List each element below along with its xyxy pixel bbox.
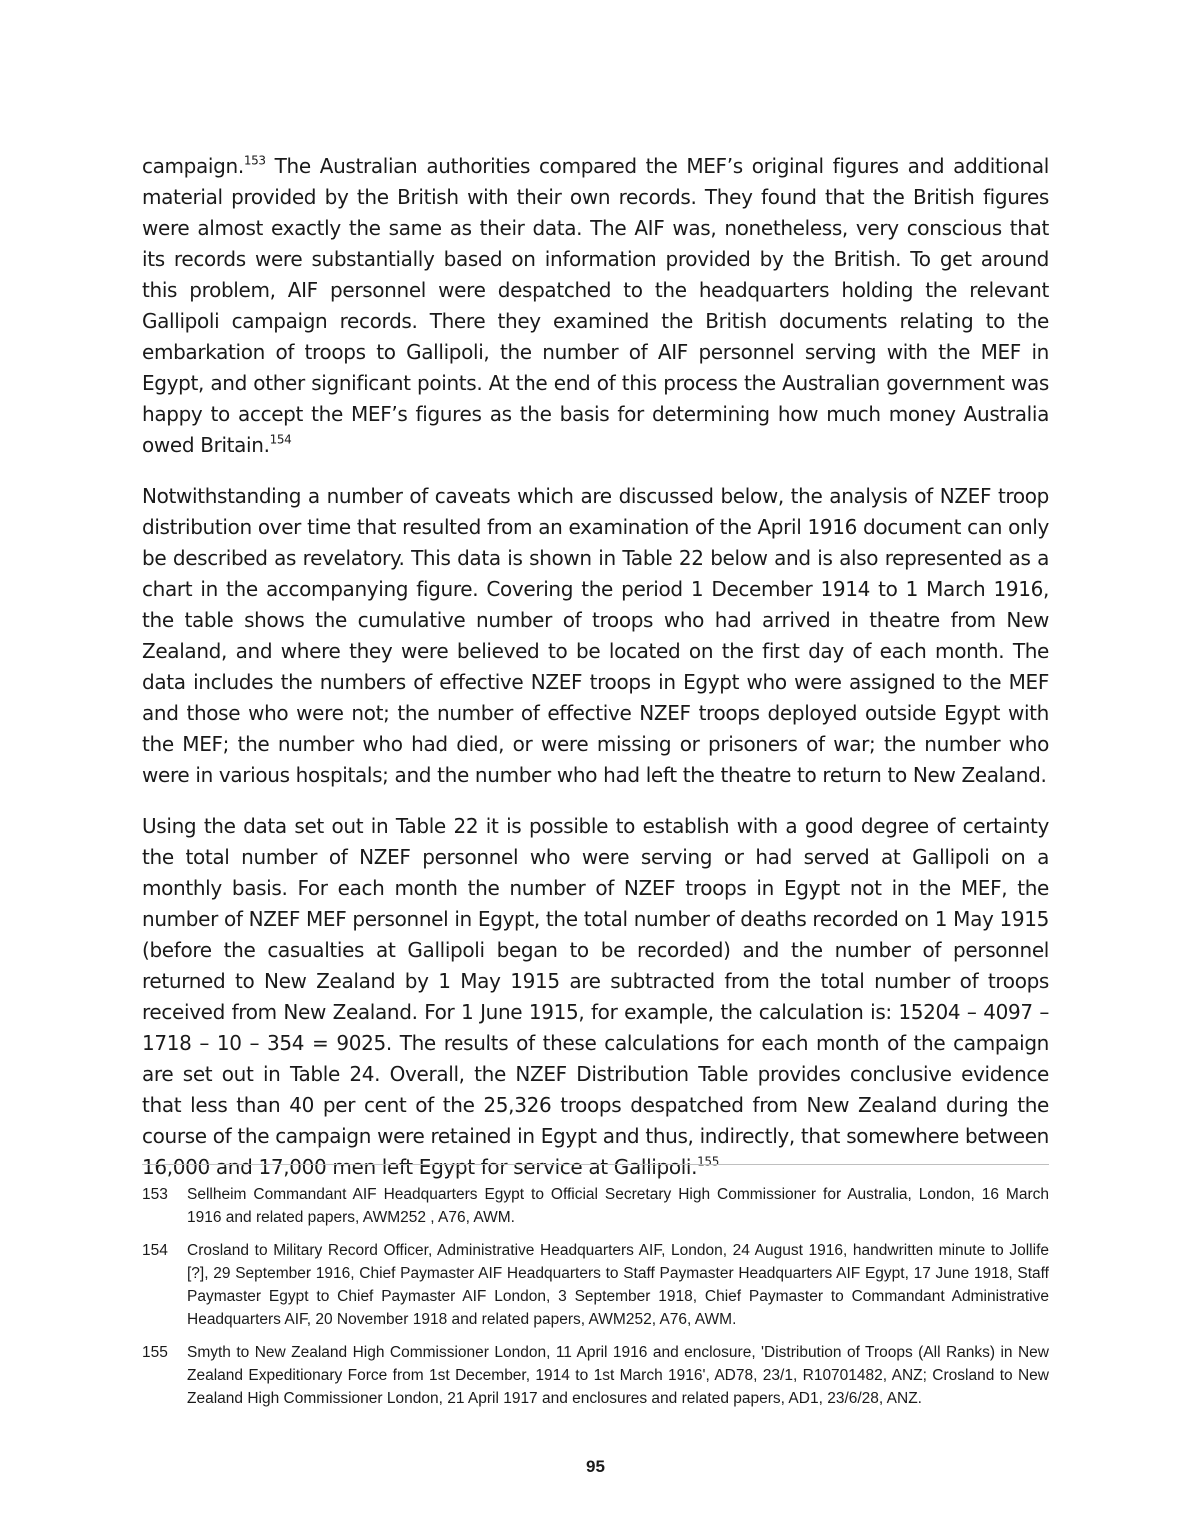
paragraph [142,481,1049,791]
footnote-text: Crosland to Military Record Officer, Administrative Headquarters AIF, London, 24 August 1916, handwritten minute to Jollife [?], 29 September 1916, Chief Paymaster AIF Headquarters to Staff Paymaster Headquarters AIF Egypt, 17 June 1918, Staff Paymaster Egypt to Chief Paymaster AIF London, 3 September 1918, Chief Paymaster to Commandant Administrative Headquarters AIF, 20 November 1918 and related papers, AWM252, A76, AWM. [187,1242,1049,1328]
footnote-number: 155 [142,1344,168,1361]
footnote-ref-155[interactable]: 155 [697,1154,719,1169]
paragraph-text: Using the data set out in Table 22 it is possible to establish with a good degree of certainty the total number of NZEF personnel who were serving or had served at Gallipoli on a monthly basis. For each month the number of NZEF troops in Egypt not in the MEF, the number of NZEF MEF personnel in Egypt, the total number of deaths recorded on 1 May 1915 (before the casualties at Gallipoli began to be recorded) and the number of personnel returned to New Zealand by 1 May 1915 are subtracted from the total number of troops received from New Zealand. For 1 June 1915, for example, the calculation is: 15204 – 4097 – 1718 – 10 – 354 = 9025. The results of these calculations for each month of the campaign are set out in Table 24. Overall, the NZEF Distribution Table provides conclusive evidence that less than 40 per cent of the 25,326 troops despatched from New Zealand during the course of the campaign were retained in Egypt and thus, indirectly, that somewhere between 16,000 and 17,000 men left Egypt for service at Gallipoli. [142,814,1049,1179]
paragraph-text: campaign. [142,154,244,178]
footnote-text: Smyth to New Zealand High Commissioner London, 11 April 1916 and enclosure, 'Distribution of Troops (All Ranks) in New Zealand Expeditionary Force from 1st December, 1914 to 1st March 1916', AD78, 23/1, R10701482, ANZ; Crosland to New Zealand High Commissioner London, 21 April 1917 and enclosures and related papers, AD1, 23/6/28, ANZ. [187,1344,1049,1407]
footnote-text: Sellheim Commandant AIF Headquarters Egypt to Official Secretary High Commissioner for Australia, London, 16 March 1916 and related papers, AWM252 , A76, AWM. [187,1186,1049,1226]
paragraph [142,811,1049,1183]
paragraph-text: Notwithstanding a number of caveats which are discussed below, the analysis of NZEF troop distribution over time that resulted from an examination of the April 1916 document can only be described as revelatory. This data is shown in Table 22 below and is also represented as a chart in the accompanying figure. Covering the period 1 December 1914 to 1 March 1916, the table shows the cumulative number of troops who had arrived in theatre from New Zealand, and where they were believed to be located on the first day of each month. The data includes the numbers of effective NZEF troops in Egypt who were assigned to the MEF and those who were not; the number of effective NZEF troops deployed outside Egypt with the MEF; the number who had died, or were missing or prisoners of war; the number who were in various hospitals; and the number who had left the theatre to return to New Zealand. [142,484,1049,787]
body-text [142,151,1049,1203]
footnote-154 [142,1239,1049,1331]
page-number: 95 [586,1457,605,1476]
paragraph-text: The Australian authorities compared the MEF’s original figures and additional material provided by the British with their own records. They found that the British figures were almost exactly the same as their data. The AIF was, nonetheless, very conscious that its records were substantially based on information provided by the British. To get around this problem, AIF personnel were despatched to the headquarters holding the relevant Gallipoli campaign records. There they examined the British documents relating to the embarkation of troops to Gallipoli, the number of AIF personnel serving with the MEF in Egypt, and other significant points. At the end of this process the Australian government was happy to accept the MEF’s figures as the basis for determining how much money Australia owed Britain. [142,154,1049,457]
footnote-155 [142,1341,1049,1410]
footnote-ref-154[interactable]: 154 [269,432,292,447]
footnote-ref-153[interactable]: 153 [243,153,266,168]
footnote-number: 154 [142,1242,168,1259]
footnote-divider [142,1164,1049,1165]
paragraph [142,151,1049,461]
footnotes [142,1183,1049,1420]
footnote-number: 153 [142,1186,168,1203]
footnote-153 [142,1183,1049,1229]
